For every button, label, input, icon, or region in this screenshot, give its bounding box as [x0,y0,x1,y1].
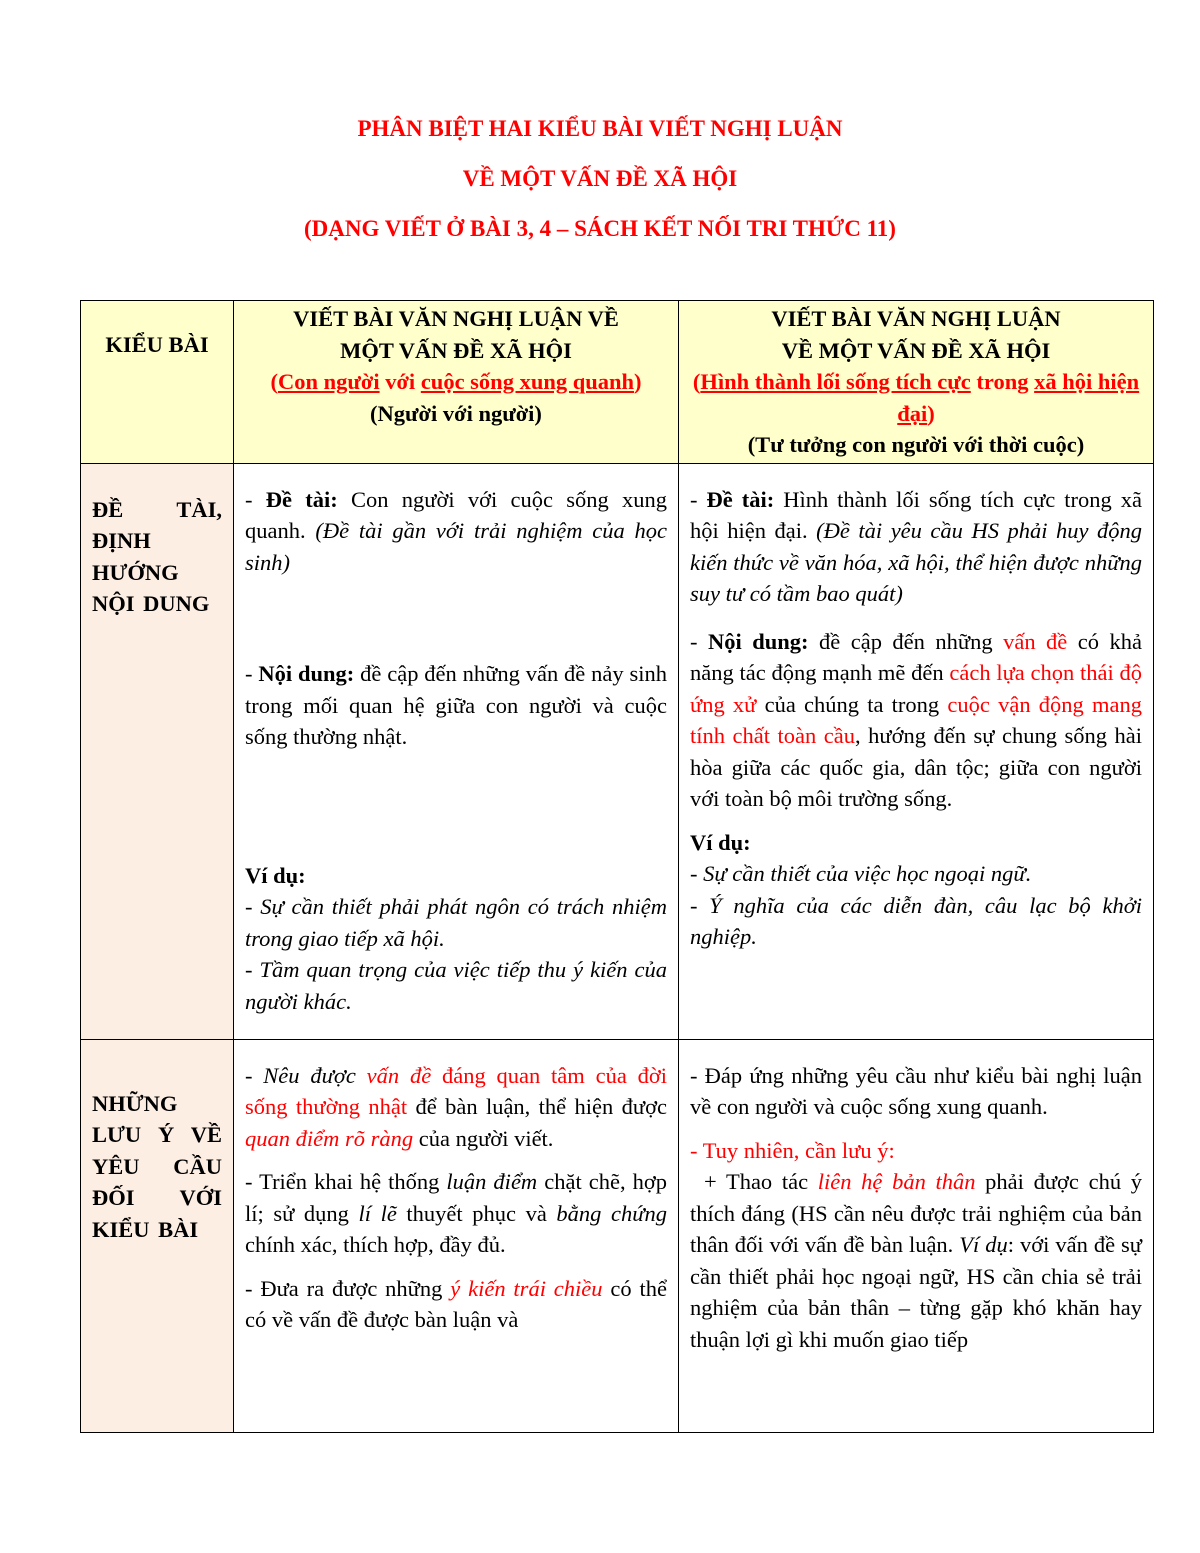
document-title [0,104,1200,254]
header-kieu-bai: KIỂU BÀI [81,301,234,464]
type-1-content: - Nội dung: đề cập đến những vấn đề nảy sinh trong mối quan hệ giữa con người và cuộc sống thường nhật. [245,661,667,749]
header-row [81,301,1154,464]
type-2-example-2: - Ý nghĩa của các diễn đàn, câu lạc bộ khởi nghiệp. [690,892,1142,949]
header-type-1 [234,301,679,464]
row1-type-1-cell [234,463,679,1039]
type-2-requirement-2: + Thao tác liên hệ bản thân phải được chú ý thích đáng (HS cần nêu được trải nghiệm của bản thân đối với vấn đề bàn luận. Ví dụ: với vấn đề sự cần thiết phải học ngoại ngữ, HS cần chia sẻ trải nghiệm của bản thân – từng gặp khó khăn hay thuận lợi gì khi muốn giao tiếp [690,1169,1143,1352]
header-1-subtitle: (Người với người) [370,400,542,426]
type-1-example-1: - Sự cần thiết phải phát ngôn có trách nhiệm trong giao tiếp xã hội. [245,894,667,951]
comparison-table [80,300,1154,1433]
type-2-note: - Tuy nhiên, cần lưu ý: [690,1137,895,1163]
header-1-line-2: MỘT VẤN ĐỀ XÃ HỘI [340,337,572,363]
row-label-requirements: NHỮNG LƯU Ý VỀ YÊU CẦU ĐỐI VỚI KIỂU BÀI [81,1039,234,1432]
row-label-topic: ĐỀ TÀI, ĐỊNH HƯỚNG NỘI DUNG [81,463,234,1039]
type-1-requirement-3: - Đưa ra được những ý kiến trái chiều có thể có về vấn đề được bàn luận và [245,1275,667,1332]
type-2-content: - Nội dung: đề cập đến những vấn đề có khả năng tác động mạnh mẽ đến cách lựa chọn thái độ ứng xử của chúng ta trong cuộc vận động mang tính chất toàn cầu, hướng đến sự chung sống hài hòa giữa các quốc gia, dân tộc; giữa con người với toàn bộ môi trường sống. [690,628,1142,811]
table-row-topic [81,463,1154,1039]
title-line-3: (DẠNG VIẾT Ở BÀI 3, 4 – SÁCH KẾT NỐI TRI THỨC 11) [304,216,896,241]
header-2-subtitle: (Tư tưởng con người với thời cuộc) [747,432,1085,457]
type-1-requirement-1: - Nêu được vấn đề đáng quan tâm của đời sống thường nhật để bàn luận, thể hiện được quan điểm rõ ràng của người viết. [245,1062,667,1151]
header-type-2 [679,301,1154,464]
header-1-topic: (Con người với cuộc sống xung quanh) [270,369,642,394]
header-2-line-1: VIẾT BÀI VĂN NGHỊ LUẬN [771,306,1061,331]
title-line-2: VỀ MỘT VẤN ĐỀ XÃ HỘI [462,166,738,191]
header-2-topic: (Hình thành lối sống tích cực trong xã hội hiện đại) [692,369,1140,426]
header-2-line-2: VỀ MỘT VẤN ĐỀ XÃ HỘI [781,337,1051,363]
type-1-topic: - Đề tài: Con người với cuộc sống xung quanh. (Đề tài gần với trải nghiệm của học sinh) [245,486,667,575]
type-2-example-1: - Sự cần thiết của việc học ngoại ngữ. [690,861,1032,886]
title-line-1: PHÂN BIỆT HAI KIỂU BÀI VIẾT NGHỊ LUẬN [357,116,843,141]
row2-type-1-cell [234,1039,679,1432]
table-row-requirements [81,1039,1154,1432]
type-2-requirement-1: - Đáp ứng những yêu cầu như kiểu bài nghị luận về con người và cuộc sống xung quanh. [690,1062,1142,1119]
row1-type-2-cell [679,463,1154,1039]
type-2-example-label: Ví dụ: [690,829,751,855]
header-1-line-1: VIẾT BÀI VĂN NGHỊ LUẬN VỀ [293,306,619,331]
row2-type-2-cell [679,1039,1154,1432]
type-1-example-label: Ví dụ: [245,862,306,888]
type-1-requirement-2: - Triển khai hệ thống luận điểm chặt chẽ, hợp lí; sử dụng lí lẽ thuyết phục và bằng chứng chính xác, thích hợp, đầy đủ. [245,1169,668,1257]
type-1-example-2: - Tầm quan trọng của việc tiếp thu ý kiến của người khác. [245,957,667,1014]
type-2-topic: - Đề tài: Hình thành lối sống tích cực trong xã hội hiện đại. (Đề tài yêu cầu HS phải huy động kiến thức về văn hóa, xã hội, thể hiện được những suy tư có tầm bao quát) [690,486,1142,606]
